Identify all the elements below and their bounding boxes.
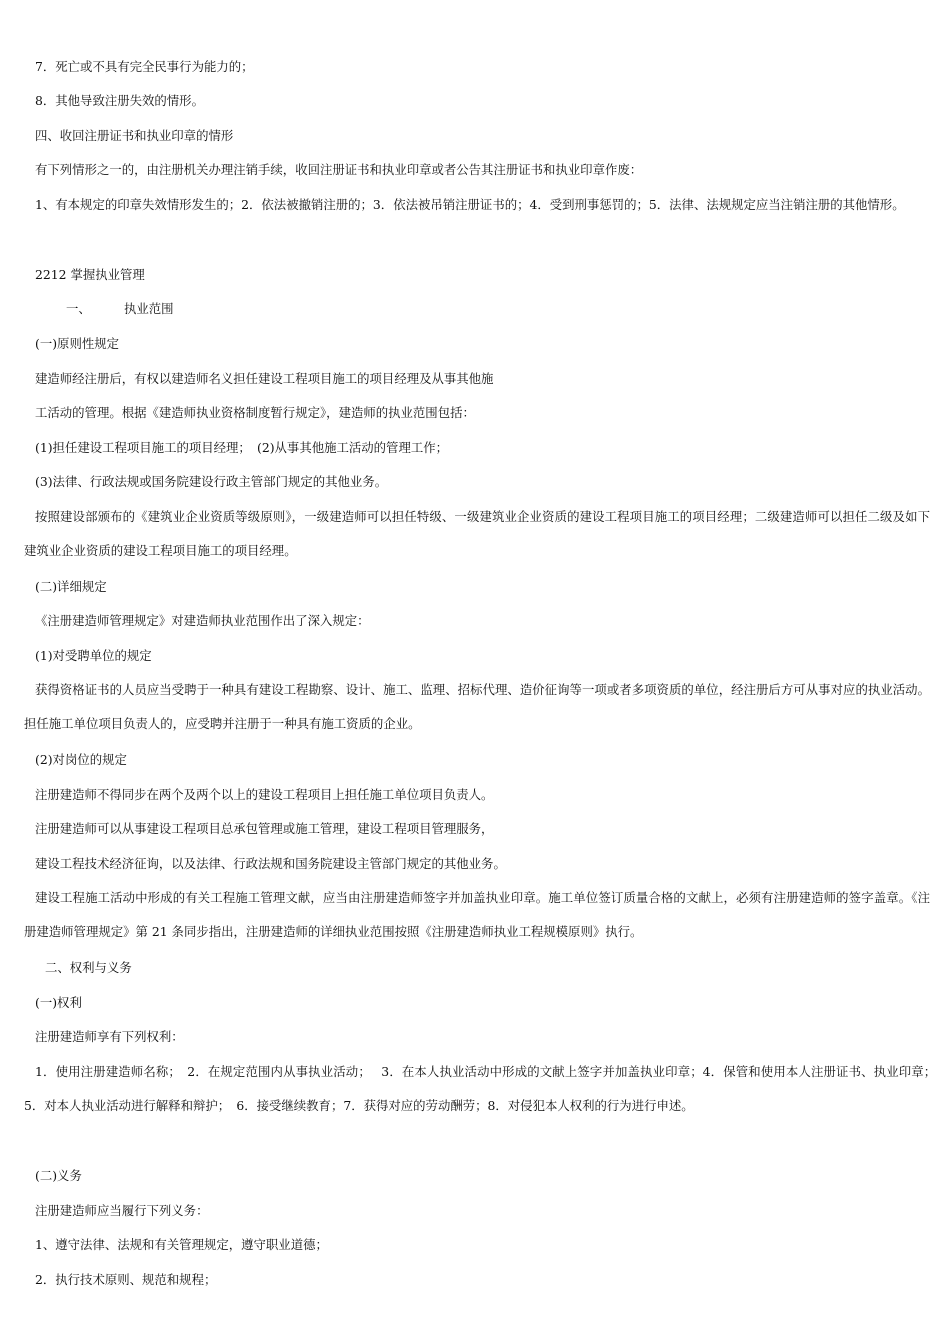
text-line: 《注册建造师管理规定》对建造师执业范围作出了深入规定： bbox=[35, 613, 370, 628]
text-line: 注册建造师可以从事建设工程项目总承包管理或施工管理，建设工程项目管理服务， bbox=[35, 821, 494, 836]
subsection-heading: (一)原则性规定 bbox=[35, 336, 120, 351]
list-item: (3)法律、行政法规或国务院建设行政主管部门规定的其他业务。 bbox=[35, 474, 388, 489]
section-heading: 四、收回注册证书和执业印章的情形 bbox=[35, 128, 234, 143]
subsection-heading: (二)详细规定 bbox=[35, 579, 107, 594]
subsection-heading: (一)权利 bbox=[35, 995, 82, 1010]
subsection-heading: (1)对受聘单位的规定 bbox=[35, 648, 152, 663]
subsection-heading: (二)义务 bbox=[35, 1168, 82, 1183]
paragraph: 按照建设部颁布的《建筑业企业资质等级原则》，一级建造师可以担任特级、一级建筑业企业资质的建设工程项目施工的项目经理；二级建造师可以担任二级及如下建筑业企业资质的建设工程项目施工的项目经理。 bbox=[24, 509, 930, 558]
text-line: 7．死亡或不具有完全民事行为能力的； bbox=[35, 59, 254, 74]
paragraph: 1、有本规定的印章失效情形发生的；2．依法被撤销注册的；3．依法被吊销注册证书的；4．受到刑事惩罚的；5．法律、法规规定应当注销注册的其他情形。 bbox=[35, 197, 905, 212]
section-heading: 二、权利与义务 bbox=[45, 960, 132, 975]
text-line: 注册建造师应当履行下列义务： bbox=[35, 1203, 209, 1218]
section-heading: 2212 掌握执业管理 bbox=[35, 267, 145, 282]
list-item: (1)担任建设工程项目施工的项目经理； (2)从事其他施工活动的管理工作； bbox=[35, 440, 449, 455]
subsection-title: 执业范围 bbox=[124, 301, 174, 316]
text-line: 注册建造师不得同步在两个及两个以上的建设工程项目上担任施工单位项目负责人。 bbox=[35, 787, 494, 802]
text-line: 注册建造师享有下列权利： bbox=[35, 1029, 184, 1044]
text-line: 工活动的管理。根据《建造师执业资格制度暂行规定》，建造师的执业范围包括： bbox=[35, 405, 475, 420]
paragraph: 获得资格证书的人员应当受聘于一种具有建设工程勘察、设计、施工、监理、招标代理、造价征询等一项或者多项资质的单位，经注册后方可从事对应的执业活动。担任施工单位项目负责人的，应受聘并注册于一种具有施工资质的企业。 bbox=[24, 682, 930, 731]
list-item: 2．执行技术原则、规范和规程； bbox=[35, 1272, 217, 1287]
subsection-heading: (2)对岗位的规定 bbox=[35, 752, 127, 767]
list-item: 1、遵守法律、法规和有关管理规定，遵守职业道德； bbox=[35, 1237, 328, 1252]
paragraph: 1．使用注册建造师名称； 2．在规定范围内从事执业活动； 3．在本人执业活动中形成的文献上签字并加盖执业印章；4．保管和使用本人注册证书、执业印章； 5．对本人执业活动进行解释和辩护； 6．接受继续教育；7．获得对应的劳动酬劳；8．对侵犯本人权利的行为进行申述。 bbox=[24, 1064, 943, 1113]
text-line: 建造师经注册后，有权以建造师名义担任建设工程项目施工的项目经理及从事其他施 bbox=[35, 371, 494, 386]
text-line: 有下列情形之一的，由注册机关办理注销手续，收回注册证书和执业印章或者公告其注册证书和执业印章作废： bbox=[35, 162, 643, 177]
subsection-number: 一、 bbox=[66, 301, 91, 316]
paragraph: 建设工程施工活动中形成的有关工程施工管理文献，应当由注册建造师签字并加盖执业印章。施工单位签订质量合格的文献上，必须有注册建造师的签字盖章。《注册建造师管理规定》第 21 条同步指出，注册建造师的详细执业范围按照《注册建造师执业工程规模原则》执行。 bbox=[24, 890, 930, 939]
text-line: 8．其他导致注册失效的情形。 bbox=[35, 93, 204, 108]
text-line: 建设工程技术经济征询，以及法律、行政法规和国务院建设主管部门规定的其他业务。 bbox=[35, 856, 506, 871]
